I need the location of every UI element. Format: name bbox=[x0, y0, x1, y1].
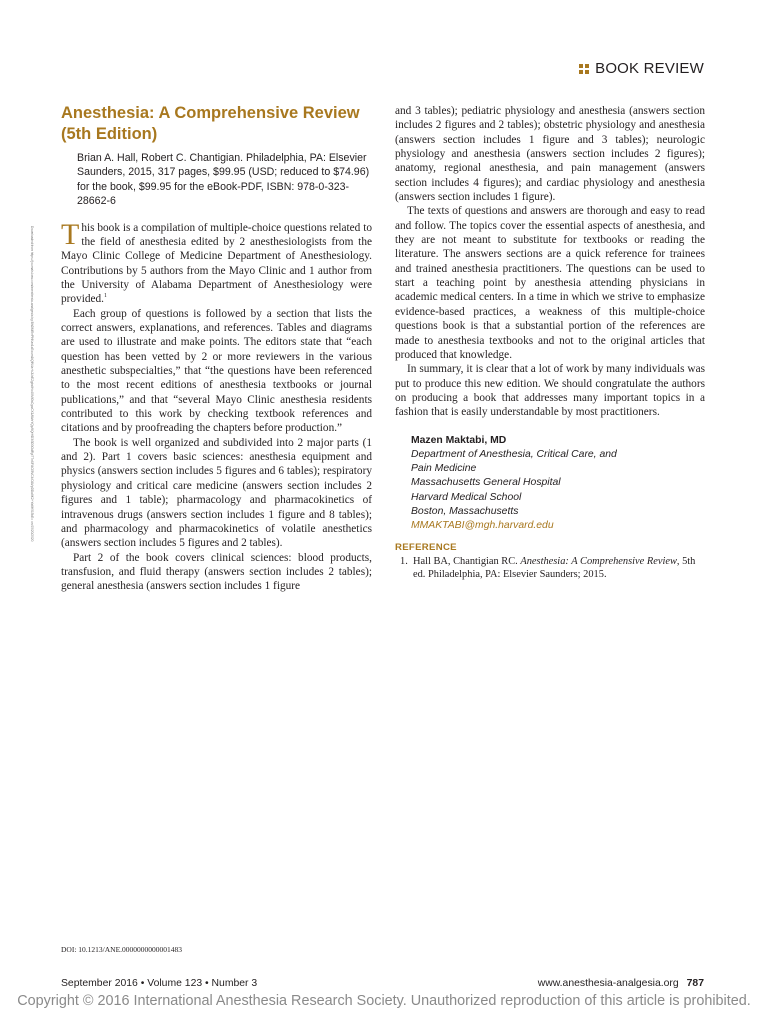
paragraph-6: In summary, it is clear that a lot of work by many individuals was put to produce this new edition. We should congratulate the authors on producing a book that addresses many important topics in a fashion that is easily understandable by most practitioners. bbox=[395, 363, 705, 419]
issue-info: September 2016 • Volume 123 • Number 3 bbox=[61, 978, 258, 989]
download-watermark: Downloaded from https://journals.lww.com/anesthesia-analgesia by BhDMf5ePHKav1zEoum1tQfN4a+kJLhEZgbsIHo4XMi0hCywCX1AWnYQp/IlQrHD3i3D0OdRyi7TvSFl4Cf3VC4/OAVpDDa8K2+Ya6H515kE= on 05/20/2020 bbox=[30, 226, 34, 542]
paragraph-4-continued: and 3 tables); pediatric physiology and anesthesia (answers section includes 2 figures and 2 tables); obstetric physiology and anesthesia (answers section includes 1 figure and 3 tables); neurologic physiology and anesthesia (answers section includes 2 figures); anatomy, regional anesthesia, and pain management (answers section includes 4 figures); and cardiac physiology and anesthesia (answers section includes 1 figure). bbox=[395, 105, 705, 204]
author-affiliation: Harvard Medical School bbox=[411, 491, 522, 503]
author-affiliation: Boston, Massachusetts bbox=[411, 506, 519, 518]
reference-item bbox=[395, 555, 705, 582]
article-title: Anesthesia: A Comprehensive Review (5th Edition) bbox=[61, 104, 360, 143]
doi: DOI: 10.1213/ANE.0000000000001483 bbox=[61, 945, 183, 954]
author-affiliation: Department of Anesthesia, Critical Care, and bbox=[411, 448, 617, 460]
author-affiliation: Pain Medicine bbox=[411, 463, 477, 475]
website-link[interactable]: www.anesthesia-analgesia.org bbox=[537, 978, 679, 989]
author-email-link[interactable]: MMAKTABI@mgh.harvard.edu bbox=[411, 520, 554, 532]
reference-text: Hall BA, Chantigian RC. Anesthesia: A Comprehensive Review, 5th ed. Philadelphia, PA: Elsevier Saunders; 2015. bbox=[413, 555, 696, 581]
reference-number: 1. bbox=[400, 555, 408, 567]
paragraph-1: This book is a compilation of multiple-choice questions related to the field of anesthesia edited by 2 anesthesiologists from the Mayo Clinic College of Medicine Department of Anesthesiology. Contributions by 5 authors from the Mayo Clinic and 1 author from the University of Alabama Department of Anesthesiology were provided.$^1$ bbox=[61, 217, 372, 306]
right-column bbox=[395, 104, 705, 582]
section-label: BOOK REVIEW bbox=[595, 60, 704, 77]
references-heading: REFERENCE bbox=[395, 541, 457, 553]
drop-cap: T bbox=[61, 217, 80, 251]
author-name: Mazen Maktabi, MD bbox=[411, 434, 507, 446]
left-column bbox=[61, 103, 372, 594]
paragraph-4: Part 2 of the book covers clinical sciences: blood products, transfusion, and fluid therapy (answers section includes 2 tables); general anesthesia (answers section includes 1 figure bbox=[61, 551, 372, 593]
paragraph-2: Each group of questions is followed by a section that lists the correct answers, explanations, and references. Tables and diagrams are used to illustrate and make points. The editors state that “each question has been vetted by 2 or more reviewers in the various anesthetic subspecialties,” that “the questions have been referenced to the most recent editions of anesthesia textbooks or journal publications,” and that “several Mayo Clinic anesthesia residents contributed to this work by checking textbook references and citations and by proofreading the chapters before production.” bbox=[61, 307, 372, 435]
bibliographic-info: Brian A. Hall, Robert C. Chantigian. Philadelphia, PA: Elsevier Saunders, 2015, 317 pages, $99.95 (USD; reduced to $74.96) for the book, $99.95 for the eBook-PDF, ISBN: 978-0-323-28662-6 bbox=[77, 152, 370, 208]
author-block bbox=[411, 434, 705, 534]
paragraph-5: The texts of questions and answers are thorough and easy to read and follow. The topics cover the essential aspects of anesthesia, and they are not meant to substitute for textbooks or reading the literature. The answers sections are a quick reference for trainees and trained anesthesia practitioners. The questions can be used to start a teaching point by anesthesia attending physicians in academic medical centers. In a time in which we strive to emphasize evidence-based practices, a weakness of this multiple-choice questions book is that a substantial portion of the references are made to anesthesia textbooks and not to the original articles that produced that knowledge. bbox=[395, 205, 705, 361]
grid-square-icon bbox=[579, 64, 589, 74]
footer-right bbox=[538, 978, 704, 989]
paragraph-3: The book is well organized and subdivided into 2 major parts (1 and 2). Part 1 covers basic sciences: anesthesia equipment and physics (answers section includes 5 figures and 6 tables); respiratory physiology and critical care medicine (answers section includes 2 figures and 1 table); pharmacology and pharmacokinetics of intravenous drugs (answers section includes 1 figure and 8 tables); and pharmacology and pharmacokinetics of volatile anesthetics (answers section includes 5 figures and 2 tables). bbox=[61, 436, 372, 550]
citation-ref[interactable]: 1 bbox=[103, 293, 107, 300]
page-number: 787 bbox=[686, 978, 704, 989]
section-tag bbox=[579, 60, 704, 77]
copyright-notice: Copyright © 2016 International Anesthesia Research Society. Unauthorized reproduction of this article is prohibited. bbox=[17, 993, 751, 1009]
author-affiliation: Massachusetts General Hospital bbox=[411, 477, 561, 489]
